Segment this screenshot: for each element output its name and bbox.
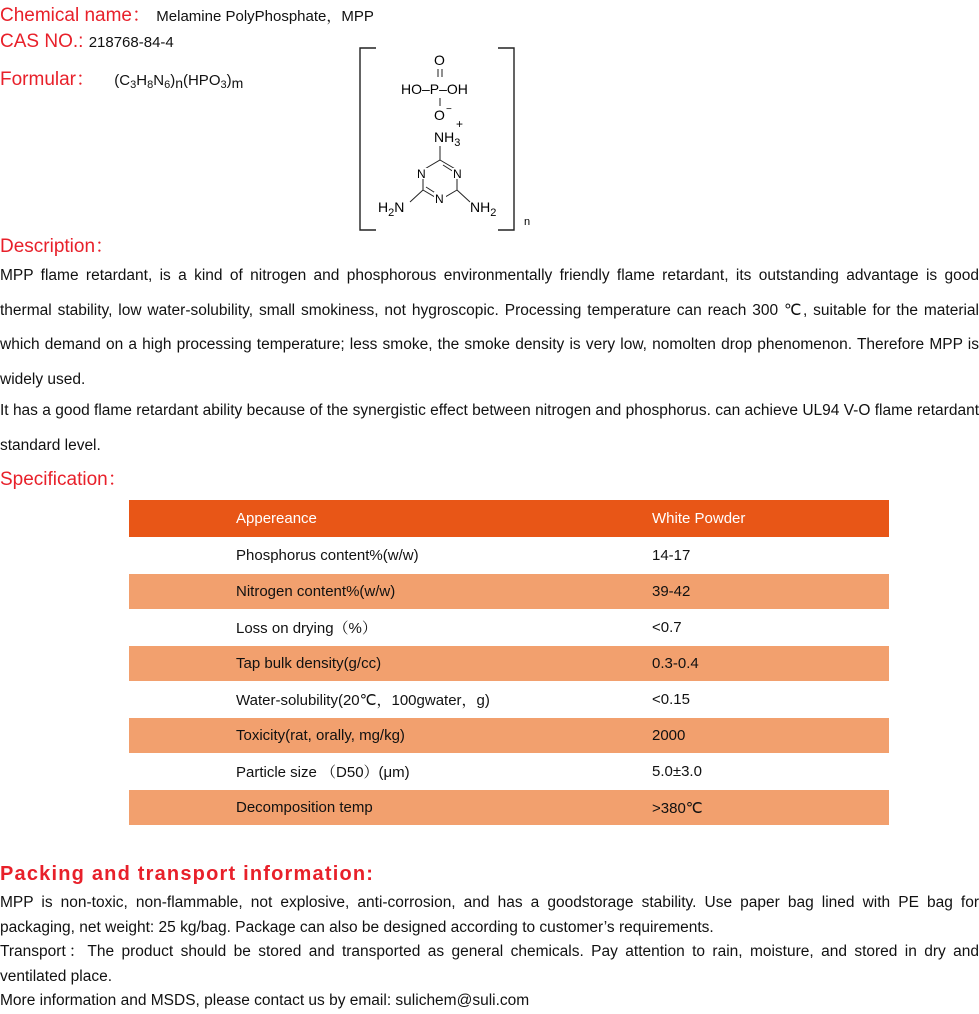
description-title: Description： <box>0 236 115 257</box>
row-value: <0.7 <box>545 610 889 646</box>
table-row <box>129 718 889 754</box>
transport-paragraph: Transport：The product should be stored and transported as general chemicals. Pay attention to rain, moisture, and stored in dry and ventilated place. <box>0 943 979 985</box>
row-value: 2000 <box>545 718 889 754</box>
nh3-text: NH <box>434 129 455 145</box>
plus-sign: + <box>456 117 464 131</box>
table-row <box>129 754 889 790</box>
oxygen-top: O <box>434 52 445 68</box>
h2n-group <box>378 199 404 219</box>
ring-n-left: N <box>417 167 426 181</box>
row-value: 0.3-0.4 <box>545 646 889 682</box>
h2n-n: N <box>394 199 405 215</box>
header-property: Appereance <box>129 500 545 538</box>
table-row <box>129 574 889 610</box>
table-header-row <box>129 500 889 538</box>
table-row <box>129 682 889 718</box>
ring-n-bottom: N <box>435 192 444 206</box>
nh2-group <box>470 199 496 219</box>
row-property: Decomposition temp <box>129 790 545 826</box>
nh2-sub: 2 <box>490 207 497 219</box>
ring-n-right: N <box>453 167 462 181</box>
row-property: Water-solubility(20℃，100gwater，g) <box>129 682 545 718</box>
packing-title: Packing and transport information: <box>0 863 375 885</box>
row-property: Nitrogen content%(w/w) <box>129 574 545 610</box>
row-property: Tap bulk density(g/cc) <box>129 646 545 682</box>
row-property: Toxicity(rat, orally, mg/kg) <box>129 718 545 754</box>
chemical-name-label: Chemical name： <box>0 5 151 26</box>
description-paragraph-1: MPP flame retardant, is a kind of nitrogen and phosphorous environmentally friendly flame retardant, its outstanding advantage is good thermal stability, low water-solubility, small smokiness, not hygroscopic. Processing temperature can reach 300 ℃, suitable for the material which demand on a high processing temperature; less smoke, the smoke density is very low, nomolten drop phenomenon. Therefore MPP is widely used. <box>0 267 979 388</box>
chemical-structure-diagram <box>352 44 542 234</box>
specification-table <box>129 500 889 825</box>
h2n-sub: 2 <box>388 207 395 219</box>
specification-title: Specification： <box>0 469 127 490</box>
row-value: 39-42 <box>545 574 889 610</box>
minus-sign: − <box>446 104 452 115</box>
table-row <box>129 646 889 682</box>
left-bracket <box>360 48 376 230</box>
row-value: >380℃ <box>545 790 889 826</box>
nh2-text: NH <box>470 199 491 215</box>
right-amine-bond <box>457 190 470 202</box>
right-bracket <box>498 48 514 230</box>
packing-paragraph: MPP is non-toxic, non-flammable, not explosive, anti-corrosion, and has a goodstorage stability. Use paper bag lined with PE bag for packaging, net weight: 25 kg/bag. Package can also be designed according to customer’s requirements. <box>0 894 979 936</box>
cas-line <box>0 31 174 53</box>
row-value: <0.15 <box>545 682 889 718</box>
phosphate-row: HO–P–OH <box>401 81 468 97</box>
table-row <box>129 610 889 646</box>
formular-line <box>0 64 243 91</box>
table-row <box>129 538 889 574</box>
chemical-name-line <box>0 0 374 27</box>
row-property: Particle size （D50）(μm) <box>129 754 545 790</box>
chemical-name-value: Melamine PolyPhosphate，MPP <box>156 8 374 25</box>
cas-value: 218768-84-4 <box>88 34 174 51</box>
row-property: Loss on drying（%） <box>129 610 545 646</box>
formular-value: $(C_3H_8N_6)n(HPO_3)m$ <box>114 72 244 91</box>
description-paragraph-2: It has a good flame retardant ability because of the synergistic effect between nitrogen and phosphorus. can achieve UL94 V-O flame retardant standard level. <box>0 402 979 454</box>
table-row <box>129 790 889 826</box>
h2n-h: H <box>378 199 389 215</box>
row-property: Phosphorus content%(w/w) <box>129 538 545 574</box>
nh3-group <box>434 129 460 149</box>
row-value: 5.0±3.0 <box>545 754 889 790</box>
oxygen-minus: O <box>434 107 445 123</box>
header-value: White Powder <box>545 500 889 538</box>
nh3-sub: 3 <box>454 137 461 149</box>
contact-line: More information and MSDS, please contact us by email: sulichem@suli.com <box>0 992 530 1009</box>
left-amine-bond <box>410 190 423 202</box>
cas-label: CAS NO.: <box>0 31 84 52</box>
formular-label: Formular： <box>0 69 96 90</box>
row-value: 14-17 <box>545 538 889 574</box>
repeat-n: n <box>524 216 531 228</box>
